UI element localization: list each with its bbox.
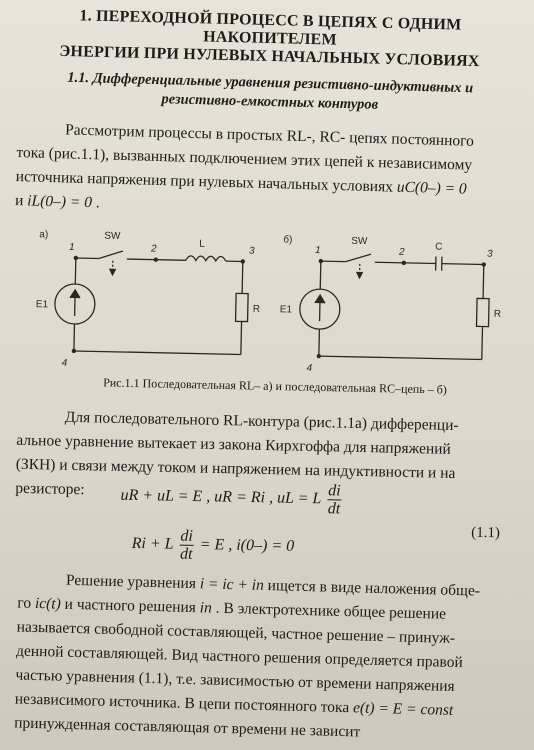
math-inline: e(t) = E = const	[352, 699, 454, 719]
resistor-symbol	[236, 293, 249, 321]
equation-text: Ri + L	[131, 534, 174, 553]
math-inline: i = iс + iп	[199, 575, 265, 594]
math-inline: iп	[199, 599, 213, 617]
paragraph-line: (ЗКН) и связи между током и напряжением на индуктивности и на	[15, 455, 456, 482]
math-inline: iL(0–) = 0	[27, 192, 93, 212]
paragraph-line: принужденная составляющая от времени не зависит	[13, 714, 361, 741]
equation-text: = E , i(0–) = 0	[199, 536, 295, 555]
node-label: 2	[150, 243, 157, 255]
text-run: .	[91, 194, 100, 212]
panel-b-label: б)	[283, 234, 293, 246]
capacitor-label: C	[435, 241, 443, 253]
section-title	[40, 68, 501, 118]
equation-block	[119, 479, 511, 576]
paragraph-intro	[15, 117, 517, 227]
text-run: го	[17, 594, 36, 612]
circuit-figure	[0, 220, 534, 380]
node-label: 1	[314, 244, 321, 257]
node-label: 2	[398, 246, 405, 258]
paragraph-line: Рассмотрим процессы в простых RL-, RC- цепях постоянного	[64, 121, 475, 150]
resistor-label: R	[252, 303, 261, 315]
source-label: E1	[35, 299, 49, 311]
switch-label: SW	[104, 230, 121, 242]
resistor-label: R	[493, 308, 502, 320]
fraction	[327, 482, 342, 517]
inductor-label: L	[199, 238, 205, 250]
figure-caption: Рис.1.1 Последовательная RL– а) и последовательная RC–цепь – б)	[103, 375, 447, 397]
paragraph-line: называется свободной составляющей, частное решение – принуж-	[16, 618, 456, 647]
fraction-numerator: di	[328, 482, 341, 500]
paragraph-line: Для последовательного RL-контура (рис.1.1а) дифференци-	[64, 408, 459, 435]
node-label: 3	[486, 248, 493, 260]
node-label: 3	[248, 245, 255, 257]
text-run: Решение уравнения	[65, 571, 201, 593]
paragraph-line: тока (рис.1.1), вызванных подключением этих цепей к независимому	[16, 144, 473, 174]
chapter-title-line2: ЭНЕРГИИ ПРИ НУЛЕВЫХ НАЧАЛЬНЫХ УСЛОВИЯХ	[59, 42, 480, 71]
text-run: ищется в виде наложения обще-	[263, 576, 481, 600]
math-inline: uC(0–) = 0	[396, 178, 467, 198]
switch-label: SW	[351, 235, 368, 248]
inductor-symbol	[186, 256, 226, 261]
paragraph-line: частью уравнения (1.1), т.е. зависимостью от времени напряжения	[15, 666, 455, 695]
node-label: 4	[61, 357, 68, 369]
paragraph-line: денной составляющей. Вид частного решения определяется правой	[15, 642, 464, 672]
paragraph-solution	[14, 567, 518, 748]
equation-2	[131, 527, 294, 565]
source-label: E1	[279, 304, 293, 316]
node-label: 4	[306, 362, 313, 374]
fraction-denominator: dt	[179, 545, 193, 563]
circuit-rl	[54, 250, 249, 355]
section-title-line2: резистивно-емкостных контуров	[161, 91, 379, 113]
fraction-numerator: di	[180, 527, 194, 545]
text-run: независимого источника. В цепи постоянного тока	[14, 690, 354, 717]
fraction-denominator: dt	[327, 500, 341, 518]
chapter-title-line1: 1. ПЕРЕХОДНОЙ ПРОЦЕСС В ЦЕПЯХ С ОДНИМ НАКОПИТЕЛЕМ	[79, 7, 462, 49]
equation-text: uR + uL = E , uR = Ri , uL = L	[120, 486, 322, 508]
section-title-line1: 1.1. Дифференциальные уравнения резистивно-индуктивных и	[67, 69, 474, 97]
paragraph-line: резисторе:	[15, 479, 85, 499]
text-run: . В электротехнике общее решение	[211, 599, 447, 623]
panel-a-label: а)	[39, 229, 49, 241]
node-label: 1	[68, 241, 75, 253]
equation-number: (1.1)	[471, 524, 501, 542]
math-inline: iс(t)	[34, 594, 62, 613]
text-run: источника напряжения при нулевых начальных условиях	[15, 168, 398, 196]
fraction	[179, 528, 194, 563]
circuit-nodes	[72, 254, 486, 362]
equation-1	[120, 479, 344, 518]
text-run: и	[14, 192, 28, 210]
chapter-title	[19, 6, 520, 72]
paragraph-line: альное уравнение вытекает из закона Кирхгоффа для напряжений	[16, 431, 452, 458]
text-run: и частного решения	[60, 595, 201, 617]
circuit-rc	[299, 253, 490, 360]
